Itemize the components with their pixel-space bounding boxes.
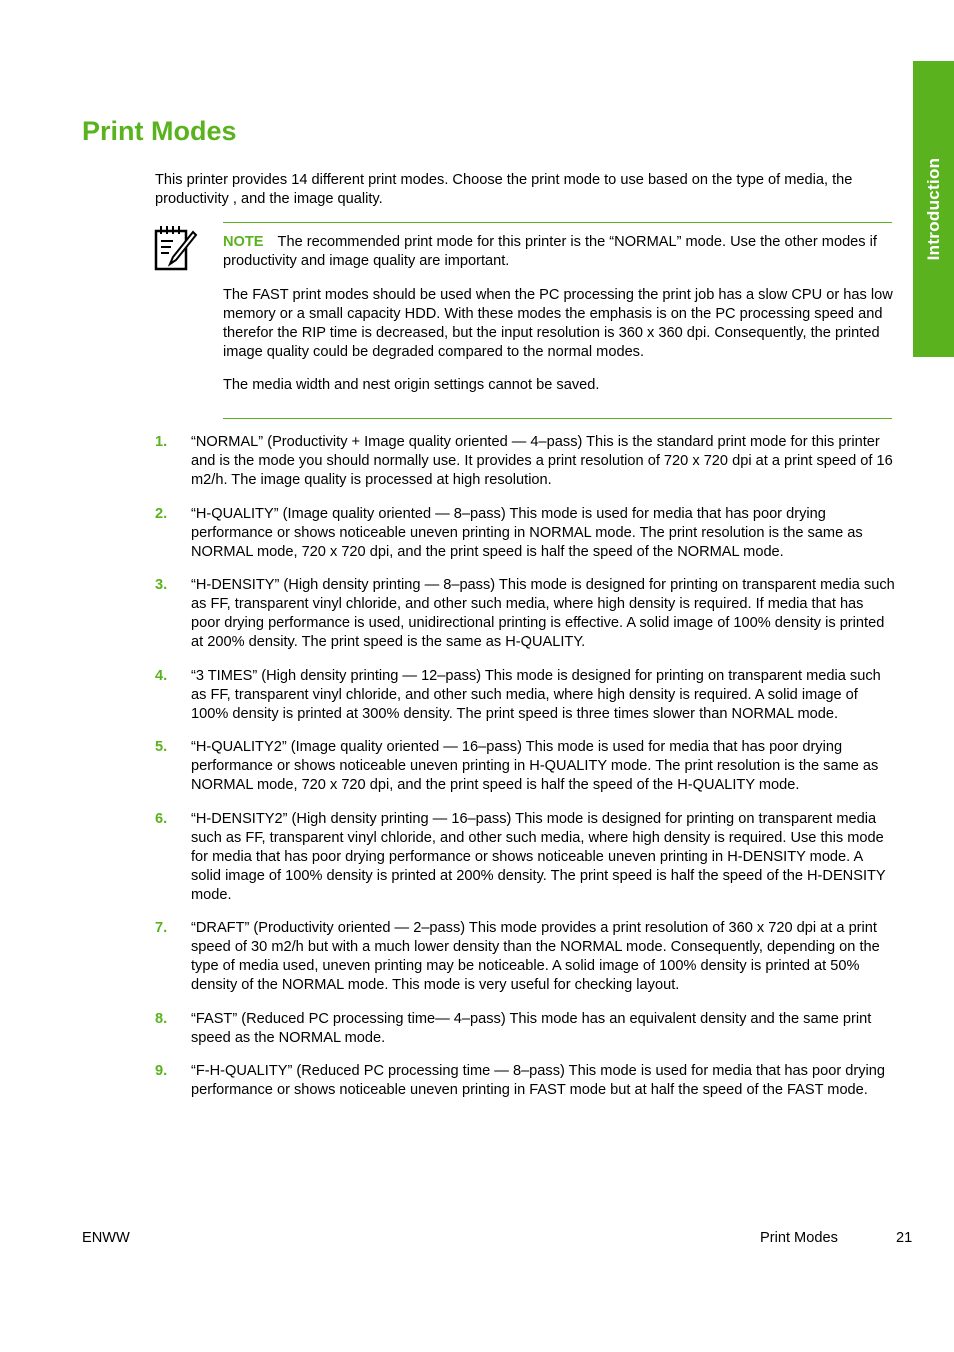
list-item xyxy=(155,667,895,724)
list-item xyxy=(155,576,895,652)
intro-paragraph: This printer provides 14 different print modes. Choose the print mode to use based on the type of media, the productivity , and the image quality. xyxy=(155,172,853,207)
footer-left: ENWW xyxy=(82,1230,130,1246)
note-top-rule xyxy=(223,222,892,223)
note-label: NOTE xyxy=(223,234,264,250)
list-item-number: 7. xyxy=(155,920,168,936)
note-paragraph xyxy=(223,233,893,271)
footer-section: Print Modes xyxy=(760,1230,838,1246)
list-item-number: 9. xyxy=(155,1063,168,1079)
list-item xyxy=(155,738,895,795)
note-text: The recommended print mode for this printer is the “NORMAL” mode. Use the other modes if productivity and image quality are important. xyxy=(223,234,877,269)
list-item-text: “H-DENSITY” (High density printing — 8–pass) This mode is designed for printing on transparent media such as FF, transparent vinyl chloride, and other such media, where high density is required. If media that has poor drying performance is used, unidirectional printing is effective. A solid image of 100% density is printed at 200% density. The print speed is the same as H-QUALITY. xyxy=(191,577,895,650)
list-item xyxy=(155,919,895,995)
list-item-text: “H-QUALITY” (Image quality oriented — 8–pass) This mode is used for media that has poor drying performance or shows noticeable uneven printing in NORMAL mode. The print resolution is the same as NORMAL mode, 720 x 720 dpi, and the print speed is half the speed of the NORMAL mode. xyxy=(191,505,863,560)
list-item-number: 6. xyxy=(155,810,168,827)
list-item-text: “DRAFT” (Productivity oriented — 2–pass) This mode provides a print resolution of 360 x 720 dpi at a print speed of 30 m2/h but with a much lower density than the NORMAL mode. Consequently, depending on the type of media used, uneven printing may be noticeable. A solid image of 100% density is printed at 50% density of the NORMAL mode. This mode is very useful for checking layout. xyxy=(191,920,880,993)
print-mode-list xyxy=(155,433,895,1115)
list-item xyxy=(155,1062,895,1100)
note-pad-icon xyxy=(153,224,201,274)
note-bottom-rule xyxy=(223,418,892,419)
list-item-number: 1. xyxy=(155,434,168,450)
list-item-number: 4. xyxy=(155,667,168,684)
list-item-number: 8. xyxy=(155,1010,168,1027)
side-tab xyxy=(913,61,954,357)
list-item-text: “NORMAL” (Productivity + Image quality oriented — 4–pass) This is the standard print mode for this printer and is the mode you should normally use. It provides a print resolution of 720 x 720 dpi at a print speed of 16 m2/h. The image quality is processed at high resolution. xyxy=(191,434,893,488)
list-item xyxy=(155,1010,895,1048)
list-item-text: “F-H-QUALITY” (Reduced PC processing time — 8–pass) This mode is used for media that has poor drying performance or shows noticeable uneven printing in FAST mode but at half the speed of the FAST mode. xyxy=(191,1063,886,1098)
list-item-text: “FAST” (Reduced PC processing time— 4–pass) This mode has an equivalent density and the same print speed as the NORMAL mode. xyxy=(191,1010,872,1046)
list-item xyxy=(155,433,895,490)
list-item-number: 2. xyxy=(155,505,168,522)
page-number: 21 xyxy=(896,1230,913,1246)
list-item-number: 3. xyxy=(155,577,168,593)
note-body xyxy=(223,233,893,410)
list-item-text: “H-QUALITY2” (Image quality oriented — 16–pass) This mode is used for media that has poor drying performance or shows noticeable uneven printing in H-QUALITY mode. The print resolution is the same as NORMAL mode, 720 x 720 dpi, and the print speed is half the speed of the H-QUALITY mode. xyxy=(191,739,879,793)
list-item xyxy=(155,810,895,905)
list-item xyxy=(155,505,895,562)
list-item-text: “H-DENSITY2” (High density printing — 16–pass) This mode is designed for printing on transparent media such as FF, transparent vinyl chloride, and other such media, where high density is required. Use this mode for media that has poor drying performance or shows noticeable uneven printing in H-DENSITY mode. A solid image of 100% density is printed at 200% density. The print speed is half the speed of the H-DENSITY mode. xyxy=(191,810,886,903)
list-item-number: 5. xyxy=(155,739,168,755)
note-paragraph: The media width and nest origin settings cannot be saved. xyxy=(223,377,600,393)
side-tab-label: Introduction xyxy=(923,157,943,261)
list-item-text: “3 TIMES” (High density printing — 12–pass) This mode is designed for printing on transparent media such as FF, transparent vinyl chloride, and other such media, where high density is required. A solid image of 100% density is printed at 300% density. The print speed is three times slower than NORMAL mode. xyxy=(191,667,881,722)
page-title: Print Modes xyxy=(82,116,237,146)
note-paragraph: The FAST print modes should be used when the PC processing the print job has a slow CPU or has low memory or a small capacity HDD. With these modes the emphasis is on the PC processing speed and therefor the RIP time is decreased, but the input resolution is 360 x 360 dpi. Consequently, the printed image quality could be degraded compared to the normal modes. xyxy=(223,286,893,360)
